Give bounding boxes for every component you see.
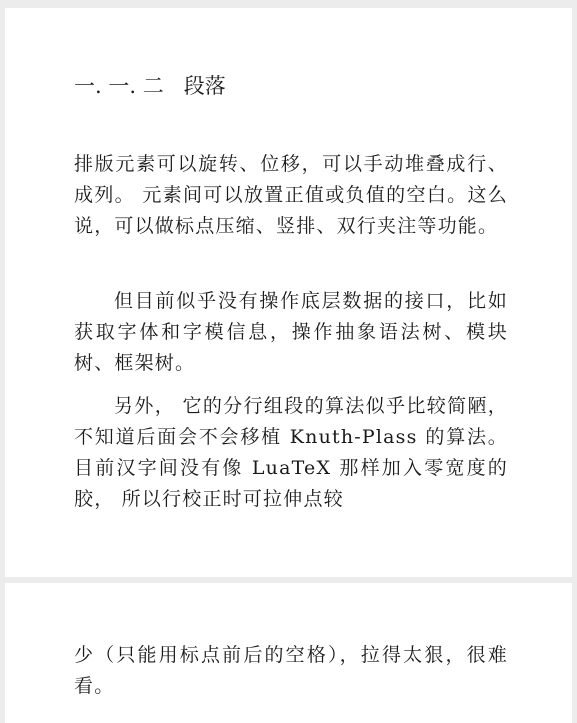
paragraph-line-breaking: 另外， 它的分行组段的算法似乎比较简陋， 不知道后面会不会移植 Knuth-Plass 的算法。目前汉字间没有像 LuaTeX 那样加入零宽度的胶， 所以行校正时可拉伸点较 (74, 395, 508, 510)
document-page-1 (5, 8, 572, 577)
paragraph-low-level-access: 但目前似乎没有操作底层数据的接口，比如获取字体和字模信息，操作抽象语法树、模块树、框架树。 (74, 290, 508, 374)
document-page-2 (5, 583, 572, 723)
paragraph-continuation: 少（只能用标点前后的空格），拉得太狠，很难看。 (74, 644, 508, 697)
paragraph-layout-elements: 排版元素可以旋转、位移，可以手动堆叠成行、 成列。 元素间可以放置正值或负值的空白。这么说，可以做标点压缩、竖排、双行夹注等功能。 (74, 153, 508, 237)
section-heading: 一. 一. 二 段落 (74, 74, 226, 98)
